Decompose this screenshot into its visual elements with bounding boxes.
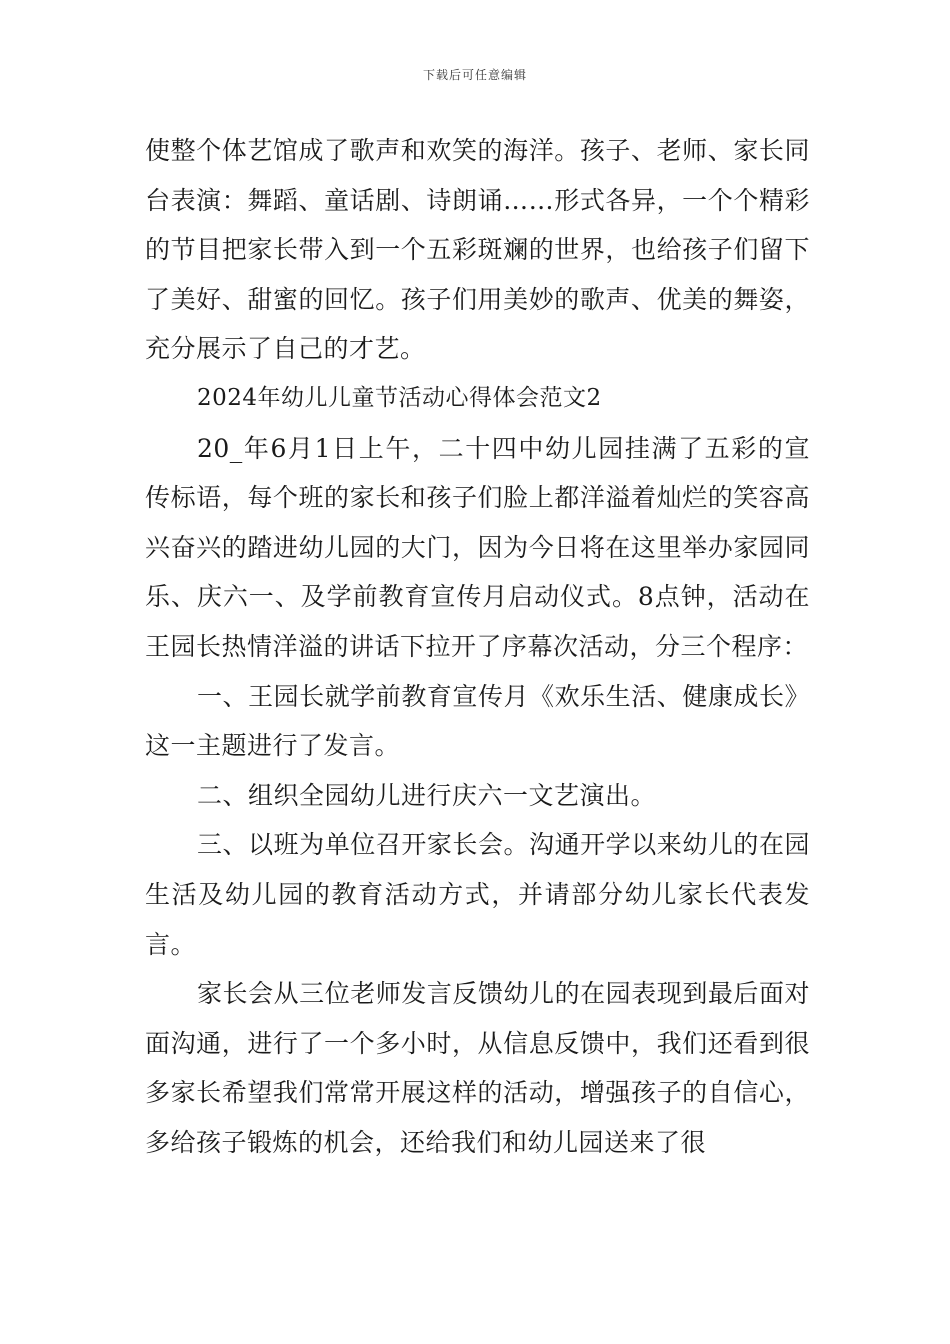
- paragraph-4: 二、组织全园幼儿进行庆六一文艺演出。: [197, 780, 657, 810]
- header-note: 下载后可任意编辑: [422, 68, 527, 82]
- paragraph-3: 一、王园长就学前教育宣传月《欢乐生活、健康成长》这一主题进行了发言。: [145, 681, 810, 761]
- document-body: [145, 126, 810, 1167]
- section-title: 2024年幼儿儿童节活动心得体会范文2: [197, 384, 602, 411]
- paragraph-1: 使整个体艺馆成了歌声和欢笑的海洋。孩子、老师、家长同台表演：舞蹈、童话剧、诗朗诵……形式各异，一个个精彩的节目把家长带入到一个五彩斑斓的世界，也给孩子们留下了美好、甜蜜的回忆。孩子们用美妙的歌声、优美的舞姿，充分展示了自己的才艺。: [145, 136, 810, 364]
- paragraph-5: 三、以班为单位召开家长会。沟通开学以来幼儿的在园生活及幼儿园的教育活动方式，并请部分幼儿家长代表发言。: [145, 830, 810, 959]
- paragraph-2: 20_年6月1日上午，二十四中幼儿园挂满了五彩的宣传标语，每个班的家长和孩子们脸上都洋溢着灿烂的笑容高兴奋兴的踏进幼儿园的大门，因为今日将在这里举办家园同乐、庆六一、及学前教育宣传月启动仪式。8点钟，活动在王园长热情洋溢的讲话下拉开了序幕次活动，分三个程序：: [145, 433, 810, 661]
- paragraph-6: 家长会从三位老师发言反馈幼儿的在园表现到最后面对面沟通，进行了一个多小时，从信息反馈中，我们还看到很多家长希望我们常常开展这样的活动，增强孩子的自信心，多给孩子锻炼的机会，还给我们和幼儿园送来了很: [145, 979, 810, 1157]
